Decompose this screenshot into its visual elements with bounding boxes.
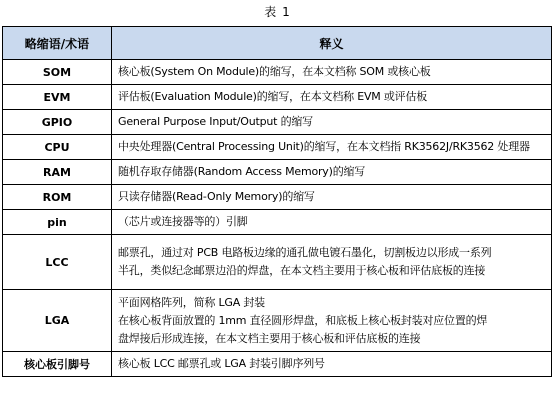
table-row xyxy=(3,110,552,135)
desc-cell xyxy=(112,352,552,377)
desc-line: 核心板(System On Module)的缩写，在本文档称 SOM 或核心板 xyxy=(118,65,431,78)
table-row xyxy=(3,160,552,185)
term-cell: 核心板引脚号 xyxy=(3,352,112,377)
desc-line: 核心板 LCC 邮票孔或 LGA 封装引脚序列号 xyxy=(118,357,325,370)
desc-line: 随机存取存储器(Random Access Memory)的缩写 xyxy=(118,165,366,178)
desc-line: 邮票孔，通过对 PCB 电路板边缘的通孔做电镀石墨化，切割板边以形成一系列 xyxy=(118,246,492,259)
glossary-table xyxy=(2,26,552,377)
table-caption: 表 1 xyxy=(264,5,291,19)
desc-line: 评估板(Evaluation Module)的缩写，在本文档称 EVM 或评估板 xyxy=(118,90,428,103)
desc-cell xyxy=(112,210,552,235)
desc-line: （芯片或连接器等的）引脚 xyxy=(118,215,248,228)
desc-line: 在核心板背面放置的 1mm 直径圆形焊盘，和底板上核心板封装对应位置的焊 xyxy=(118,313,488,327)
table-row xyxy=(3,85,552,110)
desc-cell xyxy=(112,290,552,352)
desc-line: 只读存储器(Read-Only Memory)的缩写 xyxy=(118,190,315,203)
table-row xyxy=(3,352,552,377)
term-cell: pin xyxy=(3,210,112,235)
desc-cell xyxy=(112,185,552,210)
desc-cell xyxy=(112,235,552,290)
term-cell: GPIO xyxy=(3,110,112,135)
term-cell: ROM xyxy=(3,185,112,210)
term-cell: RAM xyxy=(3,160,112,185)
term-cell: LGA xyxy=(3,290,112,352)
header-term: 略缩语/术语 xyxy=(3,27,112,60)
desc-cell xyxy=(112,85,552,110)
desc-line: 平面网格阵列，简称 LGA 封装 xyxy=(118,295,265,309)
table-row xyxy=(3,60,552,85)
term-cell: CPU xyxy=(3,135,112,160)
table-row xyxy=(3,185,552,210)
header-desc: 释义 xyxy=(112,27,552,60)
desc-line: 盘焊接后形成连接，在本文档主要用于核心板和评估底板的连接 xyxy=(118,331,421,345)
table-row xyxy=(3,210,552,235)
term-cell: LCC xyxy=(3,235,112,290)
table-header-row xyxy=(3,27,552,60)
term-cell: SOM xyxy=(3,60,112,85)
term-cell: EVM xyxy=(3,85,112,110)
desc-line: 中央处理器(Central Processing Unit)的缩写，在本文档指 RK3562J/RK3562 处理器 xyxy=(118,140,530,153)
desc-cell xyxy=(112,110,552,135)
desc-line: 半孔，类似纪念邮票边沿的焊盘，在本文档主要用于核心板和评估底板的连接 xyxy=(118,264,486,277)
desc-cell xyxy=(112,60,552,85)
desc-line: General Purpose Input/Output 的缩写 xyxy=(118,115,313,128)
desc-cell xyxy=(112,160,552,185)
table-row xyxy=(3,235,552,290)
desc-cell xyxy=(112,135,552,160)
table-row xyxy=(3,290,552,352)
table-row xyxy=(3,135,552,160)
